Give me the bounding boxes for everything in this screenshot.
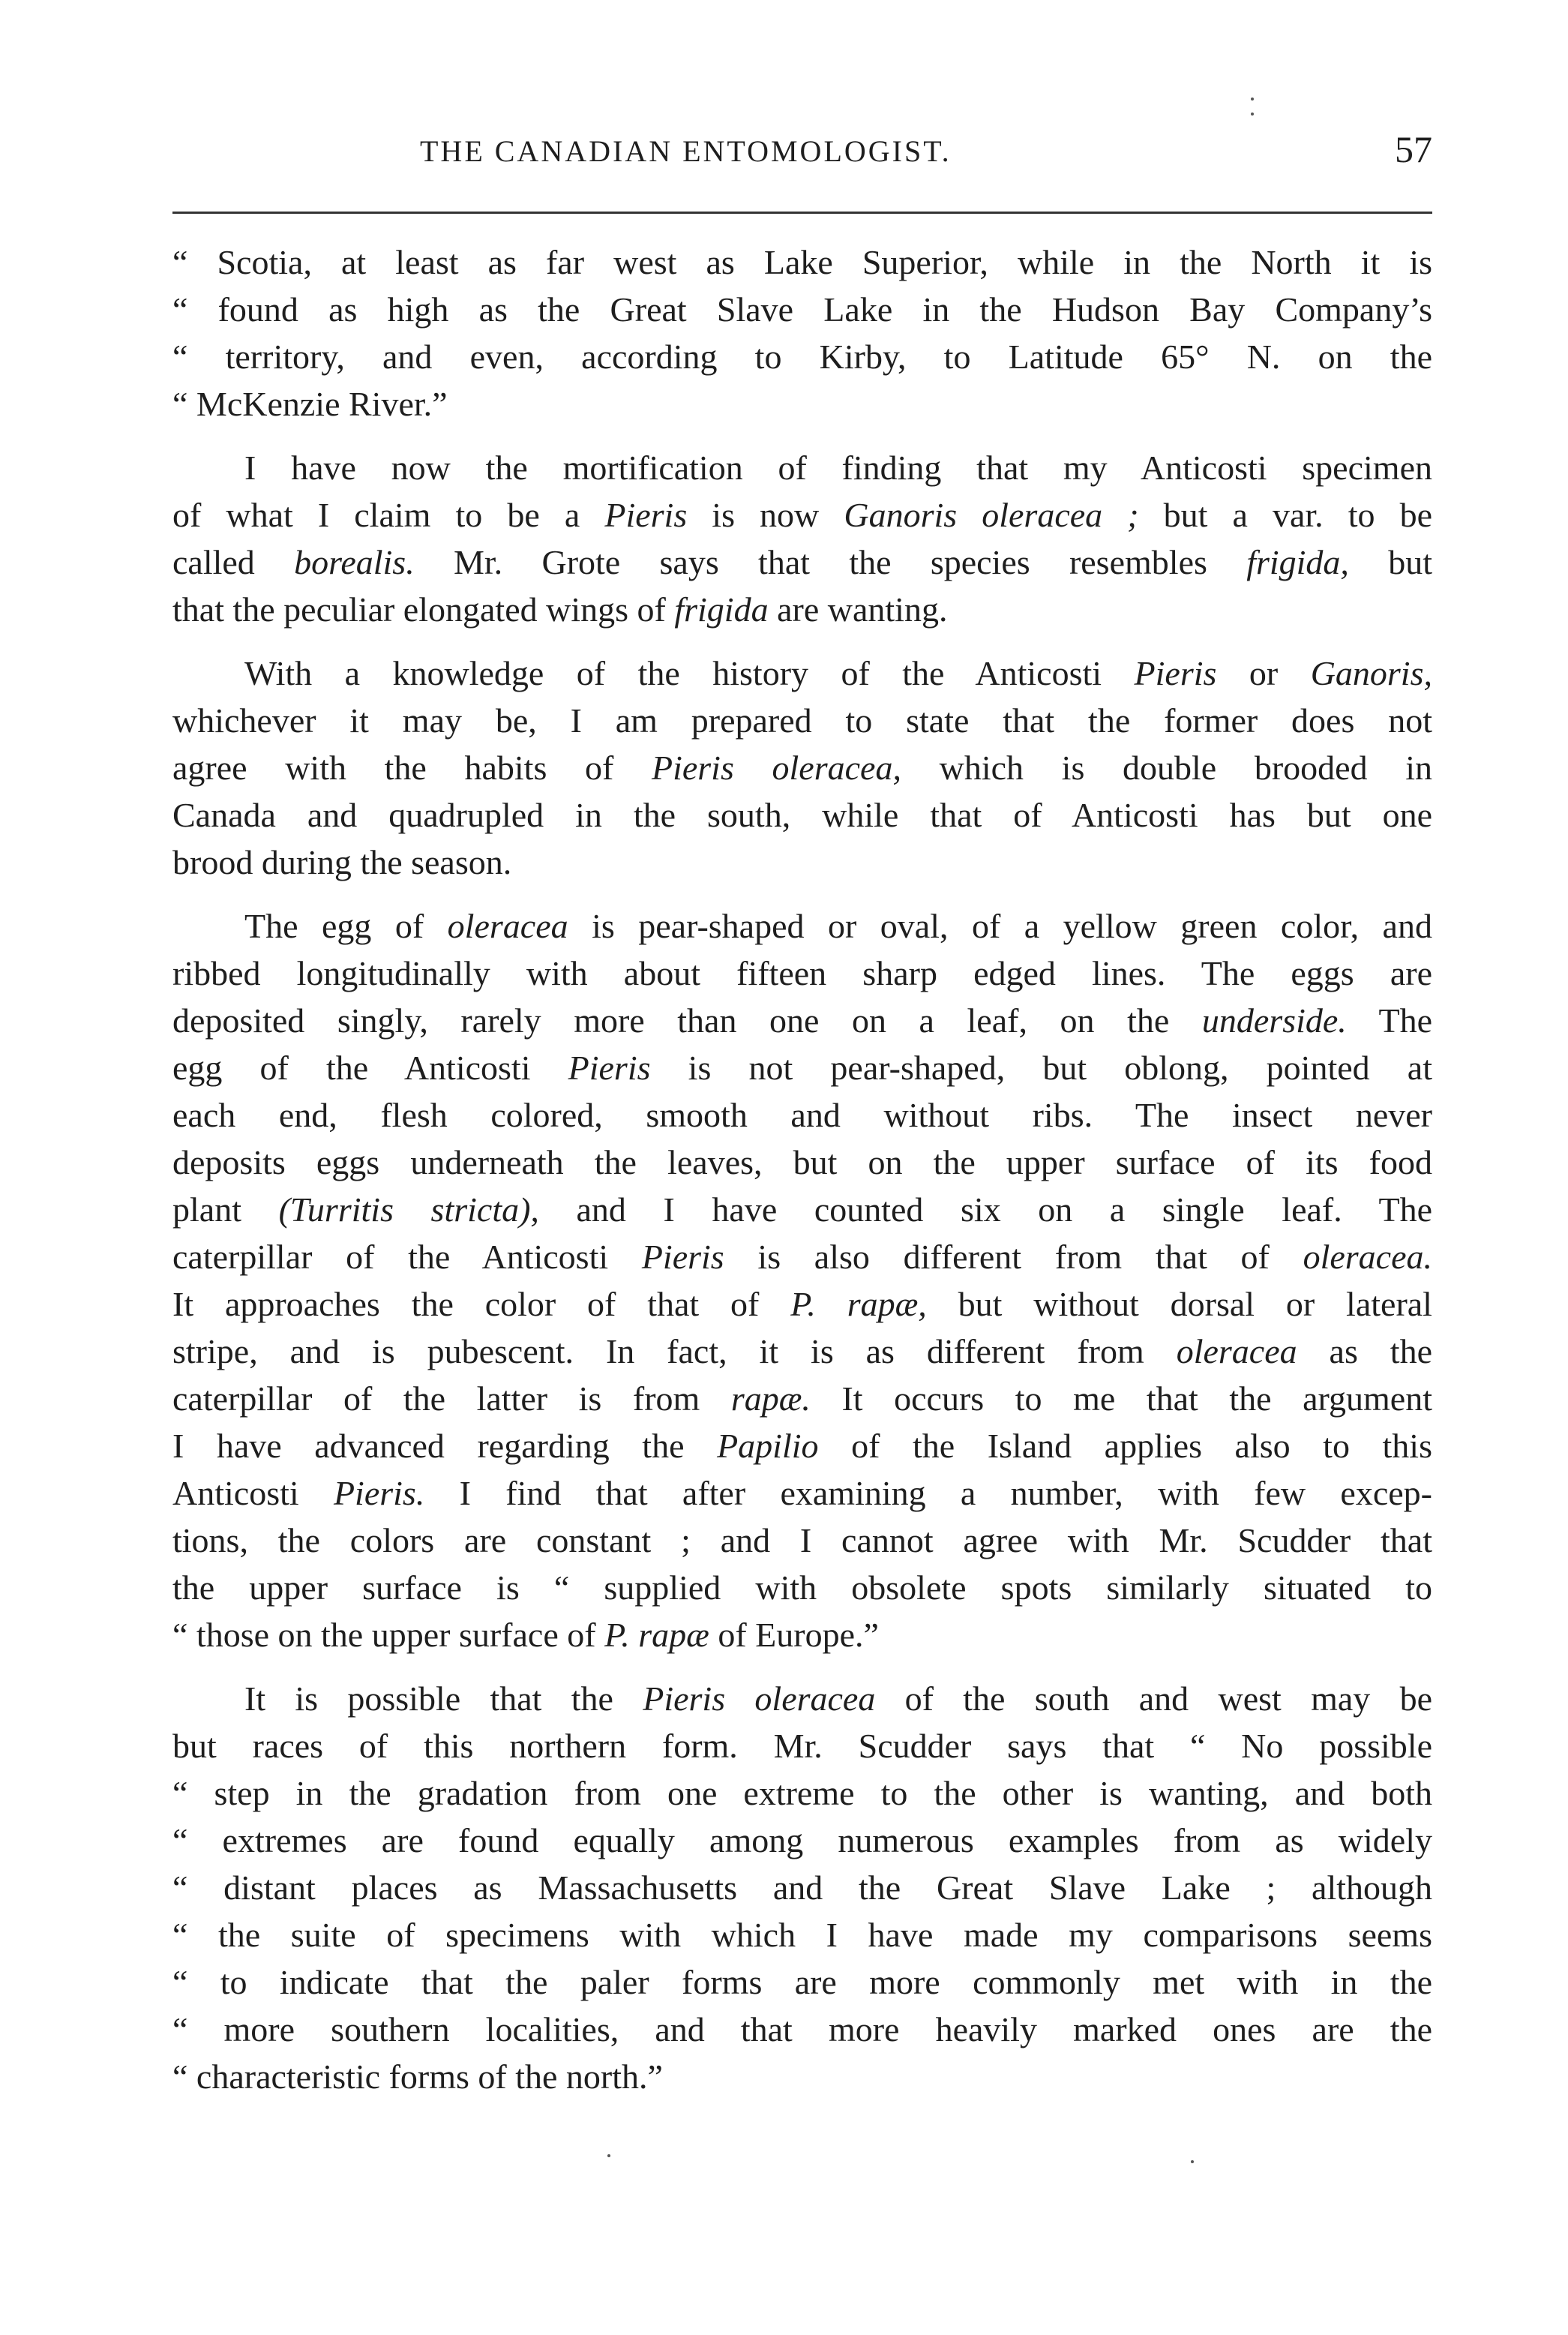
- text-line: whichever it may be, I am prepared to state that the former does not: [172, 701, 1432, 740]
- text-line: “ step in the gradation from one extreme to the other is wanting, and both: [172, 1774, 1432, 1812]
- paragraph-gap: [172, 633, 1432, 650]
- text-line: The egg of oleracea is pear-shaped or oval, of a yellow green color, and: [244, 907, 1432, 945]
- italic-term: frigida,: [1246, 543, 1349, 581]
- text-line: “ more southern localities, and that more heavily marked ones are the: [172, 2010, 1432, 2048]
- italic-term: Pieris oleracea,: [651, 749, 901, 787]
- text-line: deposits eggs underneath the leaves, but on the upper surface of its food: [172, 1143, 1432, 1181]
- italic-term: Pieris.: [333, 1474, 425, 1512]
- italic-term: Pieris: [568, 1049, 651, 1087]
- italic-term: oleracea: [447, 907, 568, 945]
- text-line: caterpillar of the Anticosti Pieris is also different from that of oleracea.: [172, 1238, 1433, 1276]
- header-rule: [172, 212, 1432, 214]
- italic-term: Pieris: [604, 496, 688, 534]
- body-text: [172, 239, 1432, 2100]
- print-speck: [1251, 98, 1254, 101]
- italic-term: rapæ.: [730, 1379, 811, 1418]
- italic-term: Ganoris,: [1310, 654, 1432, 692]
- text-line: plant (Turritis stricta), and I have counted six on a single leaf. The: [172, 1190, 1432, 1229]
- italic-term: Pieris: [641, 1238, 724, 1276]
- italic-term: Papilio: [717, 1427, 819, 1465]
- text-line: but races of this northern form. Mr. Scudder says that “ No possible: [172, 1727, 1432, 1765]
- italic-term: borealis.: [294, 543, 415, 581]
- print-speck: [1191, 2160, 1194, 2163]
- paragraph-gap: [172, 428, 1432, 444]
- italic-term: P. rapæ: [604, 1616, 709, 1654]
- text-line: “ Scotia, at least as far west as Lake Superior, while in the North it is: [172, 243, 1432, 281]
- page-header: [172, 128, 1432, 188]
- paragraph-gap: [172, 1658, 1432, 1675]
- paragraph-gap: [172, 886, 1432, 902]
- text-line: It is possible that the Pieris oleracea of the south and west may be: [244, 1679, 1433, 1718]
- text-line: “ found as high as the Great Slave Lake in the Hudson Bay Company’s: [172, 290, 1432, 329]
- print-speck: [1251, 113, 1254, 116]
- italic-term: oleracea.: [1303, 1238, 1433, 1276]
- text-line: Anticosti Pieris. I find that after examining a number, with few excep-: [172, 1474, 1432, 1512]
- text-line: of what I claim to be a Pieris is now Ganoris oleracea ; but a var. to be: [172, 496, 1433, 534]
- italic-term: Pieris: [1134, 654, 1217, 692]
- page-number: 57: [1395, 128, 1432, 170]
- italic-term: Pieris oleracea: [643, 1679, 876, 1718]
- text-line: deposited singly, rarely more than one on a leaf, on the underside. The: [172, 1001, 1433, 1040]
- text-line: the upper surface is “ supplied with obsolete spots similarly situated to: [172, 1568, 1432, 1607]
- italic-term: frigida: [674, 590, 769, 629]
- text-line: called borealis. Mr. Grote says that the species resembles frigida, but: [172, 543, 1433, 581]
- text-line: each end, flesh colored, smooth and without ribs. The insect never: [172, 1096, 1432, 1134]
- text-line: I have now the mortification of finding that my Anticosti specimen: [244, 449, 1432, 487]
- text-line: agree with the habits of Pieris oleracea, which is double brooded in: [172, 749, 1433, 787]
- text-line: “ distant places as Massachusetts and the Great Slave Lake ; although: [172, 1868, 1432, 1907]
- text-line: stripe, and is pubescent. In fact, it is as different from oleracea as the: [172, 1332, 1432, 1370]
- italic-term: Ganoris oleracea ;: [844, 496, 1139, 534]
- text-line: brood during the season.: [172, 843, 512, 881]
- text-line: egg of the Anticosti Pieris is not pear-shaped, but oblong, pointed at: [172, 1049, 1432, 1087]
- text-line: “ characteristic forms of the north.”: [172, 2057, 663, 2096]
- running-title: THE CANADIAN ENTOMOLOGIST.: [420, 134, 952, 168]
- text-line: that the peculiar elongated wings of frigida are wanting.: [172, 590, 948, 629]
- text-line: caterpillar of the latter is from rapæ. It occurs to me that the argument: [172, 1379, 1432, 1418]
- print-speck: [607, 2154, 610, 2157]
- text-line: “ territory, and even, according to Kirby, to Latitude 65° N. on the: [172, 338, 1432, 376]
- text-line: “ extremes are found equally among numerous examples from as widely: [172, 1821, 1432, 1859]
- text-line: It approaches the color of that of P. rapæ, but without dorsal or lateral: [172, 1285, 1432, 1323]
- text-line: “ to indicate that the paler forms are more commonly met with in the: [172, 1963, 1432, 2001]
- italic-term: P. rapæ,: [790, 1285, 927, 1323]
- italic-term: (Turritis stricta),: [278, 1190, 539, 1229]
- text-line: “ McKenzie River.”: [172, 385, 448, 423]
- text-line: “ the suite of specimens with which I have made my comparisons seems: [172, 1916, 1432, 1954]
- italic-term: underside.: [1201, 1001, 1347, 1040]
- text-line: “ those on the upper surface of P. rapæ of Europe.”: [172, 1616, 879, 1654]
- text-line: I have advanced regarding the Papilio of the Island applies also to this: [172, 1427, 1432, 1465]
- text-line: With a knowledge of the history of the Anticosti Pieris or Ganoris,: [244, 654, 1432, 692]
- italic-term: oleracea: [1176, 1332, 1297, 1370]
- text-line: ribbed longitudinally with about fifteen sharp edged lines. The eggs are: [172, 954, 1432, 992]
- text-line: tions, the colors are constant ; and I cannot agree with Mr. Scudder that: [172, 1521, 1432, 1559]
- text-line: Canada and quadrupled in the south, while that of Anticosti has but one: [172, 796, 1432, 834]
